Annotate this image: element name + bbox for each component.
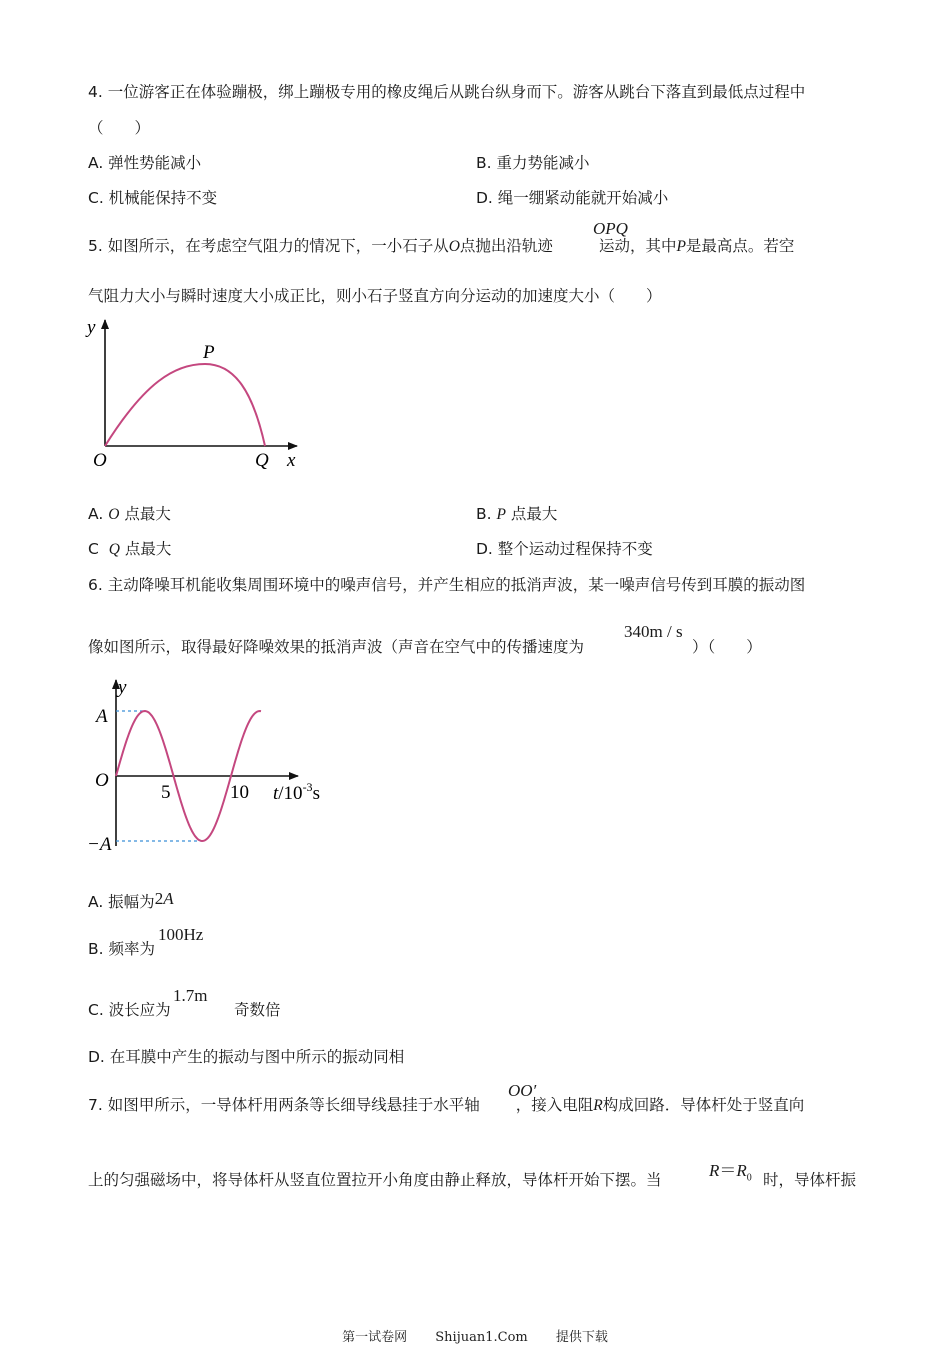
q4-answer-paren: （ ）	[88, 119, 151, 137]
q5-stem-text-2: 点抛出沿轨迹	[459, 237, 553, 255]
q7-stem-line2: 上的匀强磁场中，将导体杆从竖直位置拉开小角度由静止释放，导体杆开始下摆。当	[88, 1171, 662, 1189]
q4-option-d: D. 绳一绷紧动能就开始减小	[476, 189, 669, 207]
q6-t-label-s: s	[312, 783, 320, 804]
q6-option-b-value: 100Hz	[158, 925, 204, 944]
q7-resistor-label: R	[593, 1097, 603, 1114]
q5-stem-text-3: 运动，其中	[598, 237, 677, 255]
q5-option-c	[88, 540, 171, 560]
q5-end-label: Q	[255, 450, 269, 471]
q6-amp-neg-label: −A	[87, 834, 112, 855]
q7-condition-r: R	[709, 1161, 720, 1180]
q6-t-label-t: t	[273, 783, 279, 804]
q5-option-b-prefix: B.	[476, 505, 492, 523]
q7-stem-text-3: 构成回路．导体杆处于竖直向	[602, 1096, 805, 1114]
q5-option-d: D. 整个运动过程保持不变	[476, 540, 653, 558]
q6-option-a-number: 2	[154, 889, 164, 908]
q5-option-c-prefix: C	[88, 540, 99, 558]
footer-site-en: Shijuan1.Com	[435, 1330, 528, 1345]
q7-stem-line1	[88, 1096, 804, 1116]
footer-site-cn: 第一试卷网	[342, 1330, 408, 1345]
q5-option-b-point: P	[496, 506, 506, 523]
q6-t-axis-label	[273, 780, 320, 804]
page-footer	[0, 1326, 950, 1345]
q4-option-a: A. 弹性势能减小	[88, 154, 202, 172]
q5-stem-text-4: 是最高点。若空	[685, 237, 795, 255]
q6-t-label-unit: /10	[278, 783, 303, 804]
q5-trajectory-figure	[85, 312, 315, 477]
q6-y-label: y	[118, 677, 127, 698]
q6-vibration-figure	[85, 674, 335, 864]
q5-option-a-prefix: A.	[88, 505, 104, 523]
q5-option-b-suffix: 点最大	[510, 505, 558, 523]
q7-condition	[709, 1156, 752, 1183]
q5-point-o: O	[448, 238, 460, 255]
q5-stem-line1	[88, 237, 794, 257]
q6-option-a	[88, 889, 174, 912]
q5-stem-text-1: 5. 如图所示，在考虑空气阻力的情况下，一小石子从	[88, 237, 449, 255]
q6-option-b: B. 频率为	[88, 940, 155, 958]
q6-origin-label: O	[95, 770, 109, 791]
q6-option-d: D. 在耳膜中产生的振动与图中所示的振动同相	[88, 1048, 405, 1066]
q6-stem-line2: 像如图所示，取得最好降噪效果的抵消声波（声音在空气中的传播速度为	[88, 638, 585, 656]
q4-stem: 4. 一位游客正在体验蹦极，绑上蹦极专用的橡皮绳后从跳台纵身而下。游客从跳台下落直到最低点过程中	[88, 83, 806, 101]
q6-option-c-value: 1.7m	[173, 986, 208, 1005]
q5-origin-label: O	[93, 450, 107, 471]
q5-option-c-point: Q	[108, 541, 120, 558]
q7-condition-r0: R	[736, 1161, 747, 1180]
q5-y-label: y	[87, 317, 96, 338]
q5-peak-label: P	[203, 342, 215, 363]
q5-option-b	[476, 505, 557, 525]
q5-trajectory-label: OPQ	[593, 219, 628, 238]
q5-stem-line2: 气阻力大小与瞬时速度大小成正比，则小石子竖直方向分运动的加速度大小（ ）	[88, 287, 662, 305]
q7-stem-text-1: 7. 如图甲所示，一导体杆用两条等长细导线悬挂于水平轴	[88, 1096, 480, 1114]
q6-stem-line1: 6. 主动降噪耳机能收集周围环境中的噪声信号，并产生相应的抵消声波，某一噪声信号传到耳膜的振动图	[88, 576, 806, 594]
q6-speed-value: 340m / s	[624, 622, 683, 641]
q4-option-c: C. 机械能保持不变	[88, 189, 218, 207]
q7-condition-sub: 0	[746, 1172, 752, 1184]
q7-stem-line2-end: 时，导体杆振	[763, 1171, 857, 1189]
q5-option-a-suffix: 点最大	[124, 505, 171, 523]
q5-point-p: P	[676, 238, 686, 255]
q6-tick-5: 5	[161, 782, 171, 803]
q6-option-a-text: A. 振幅为	[88, 893, 155, 911]
q5-option-a-point: O	[108, 506, 120, 523]
footer-download: 提供下载	[555, 1330, 608, 1345]
q7-axis-label: OO′	[508, 1081, 537, 1100]
q6-stem-line2-end: ）（ ）	[692, 638, 762, 656]
q6-amp-pos-label: A	[96, 706, 108, 727]
q6-option-c-suffix: 奇数倍	[234, 1001, 281, 1019]
q5-trajectory-curve	[105, 364, 265, 446]
q6-tick-10: 10	[230, 782, 249, 803]
q5-option-c-suffix: 点最大	[124, 540, 172, 558]
q6-t-label-exp: -3	[302, 780, 313, 794]
q7-stem-text-2: ，接入电阻	[515, 1096, 594, 1114]
q5-option-a	[88, 505, 171, 525]
q6-option-c: C. 波长应为	[88, 1001, 171, 1019]
q4-option-b: B. 重力势能减小	[476, 154, 590, 172]
q6-option-a-var: A	[163, 889, 174, 908]
q5-x-label: x	[287, 450, 296, 471]
q7-condition-eq: ＝	[719, 1161, 737, 1180]
q6-option-a-value	[155, 889, 174, 908]
